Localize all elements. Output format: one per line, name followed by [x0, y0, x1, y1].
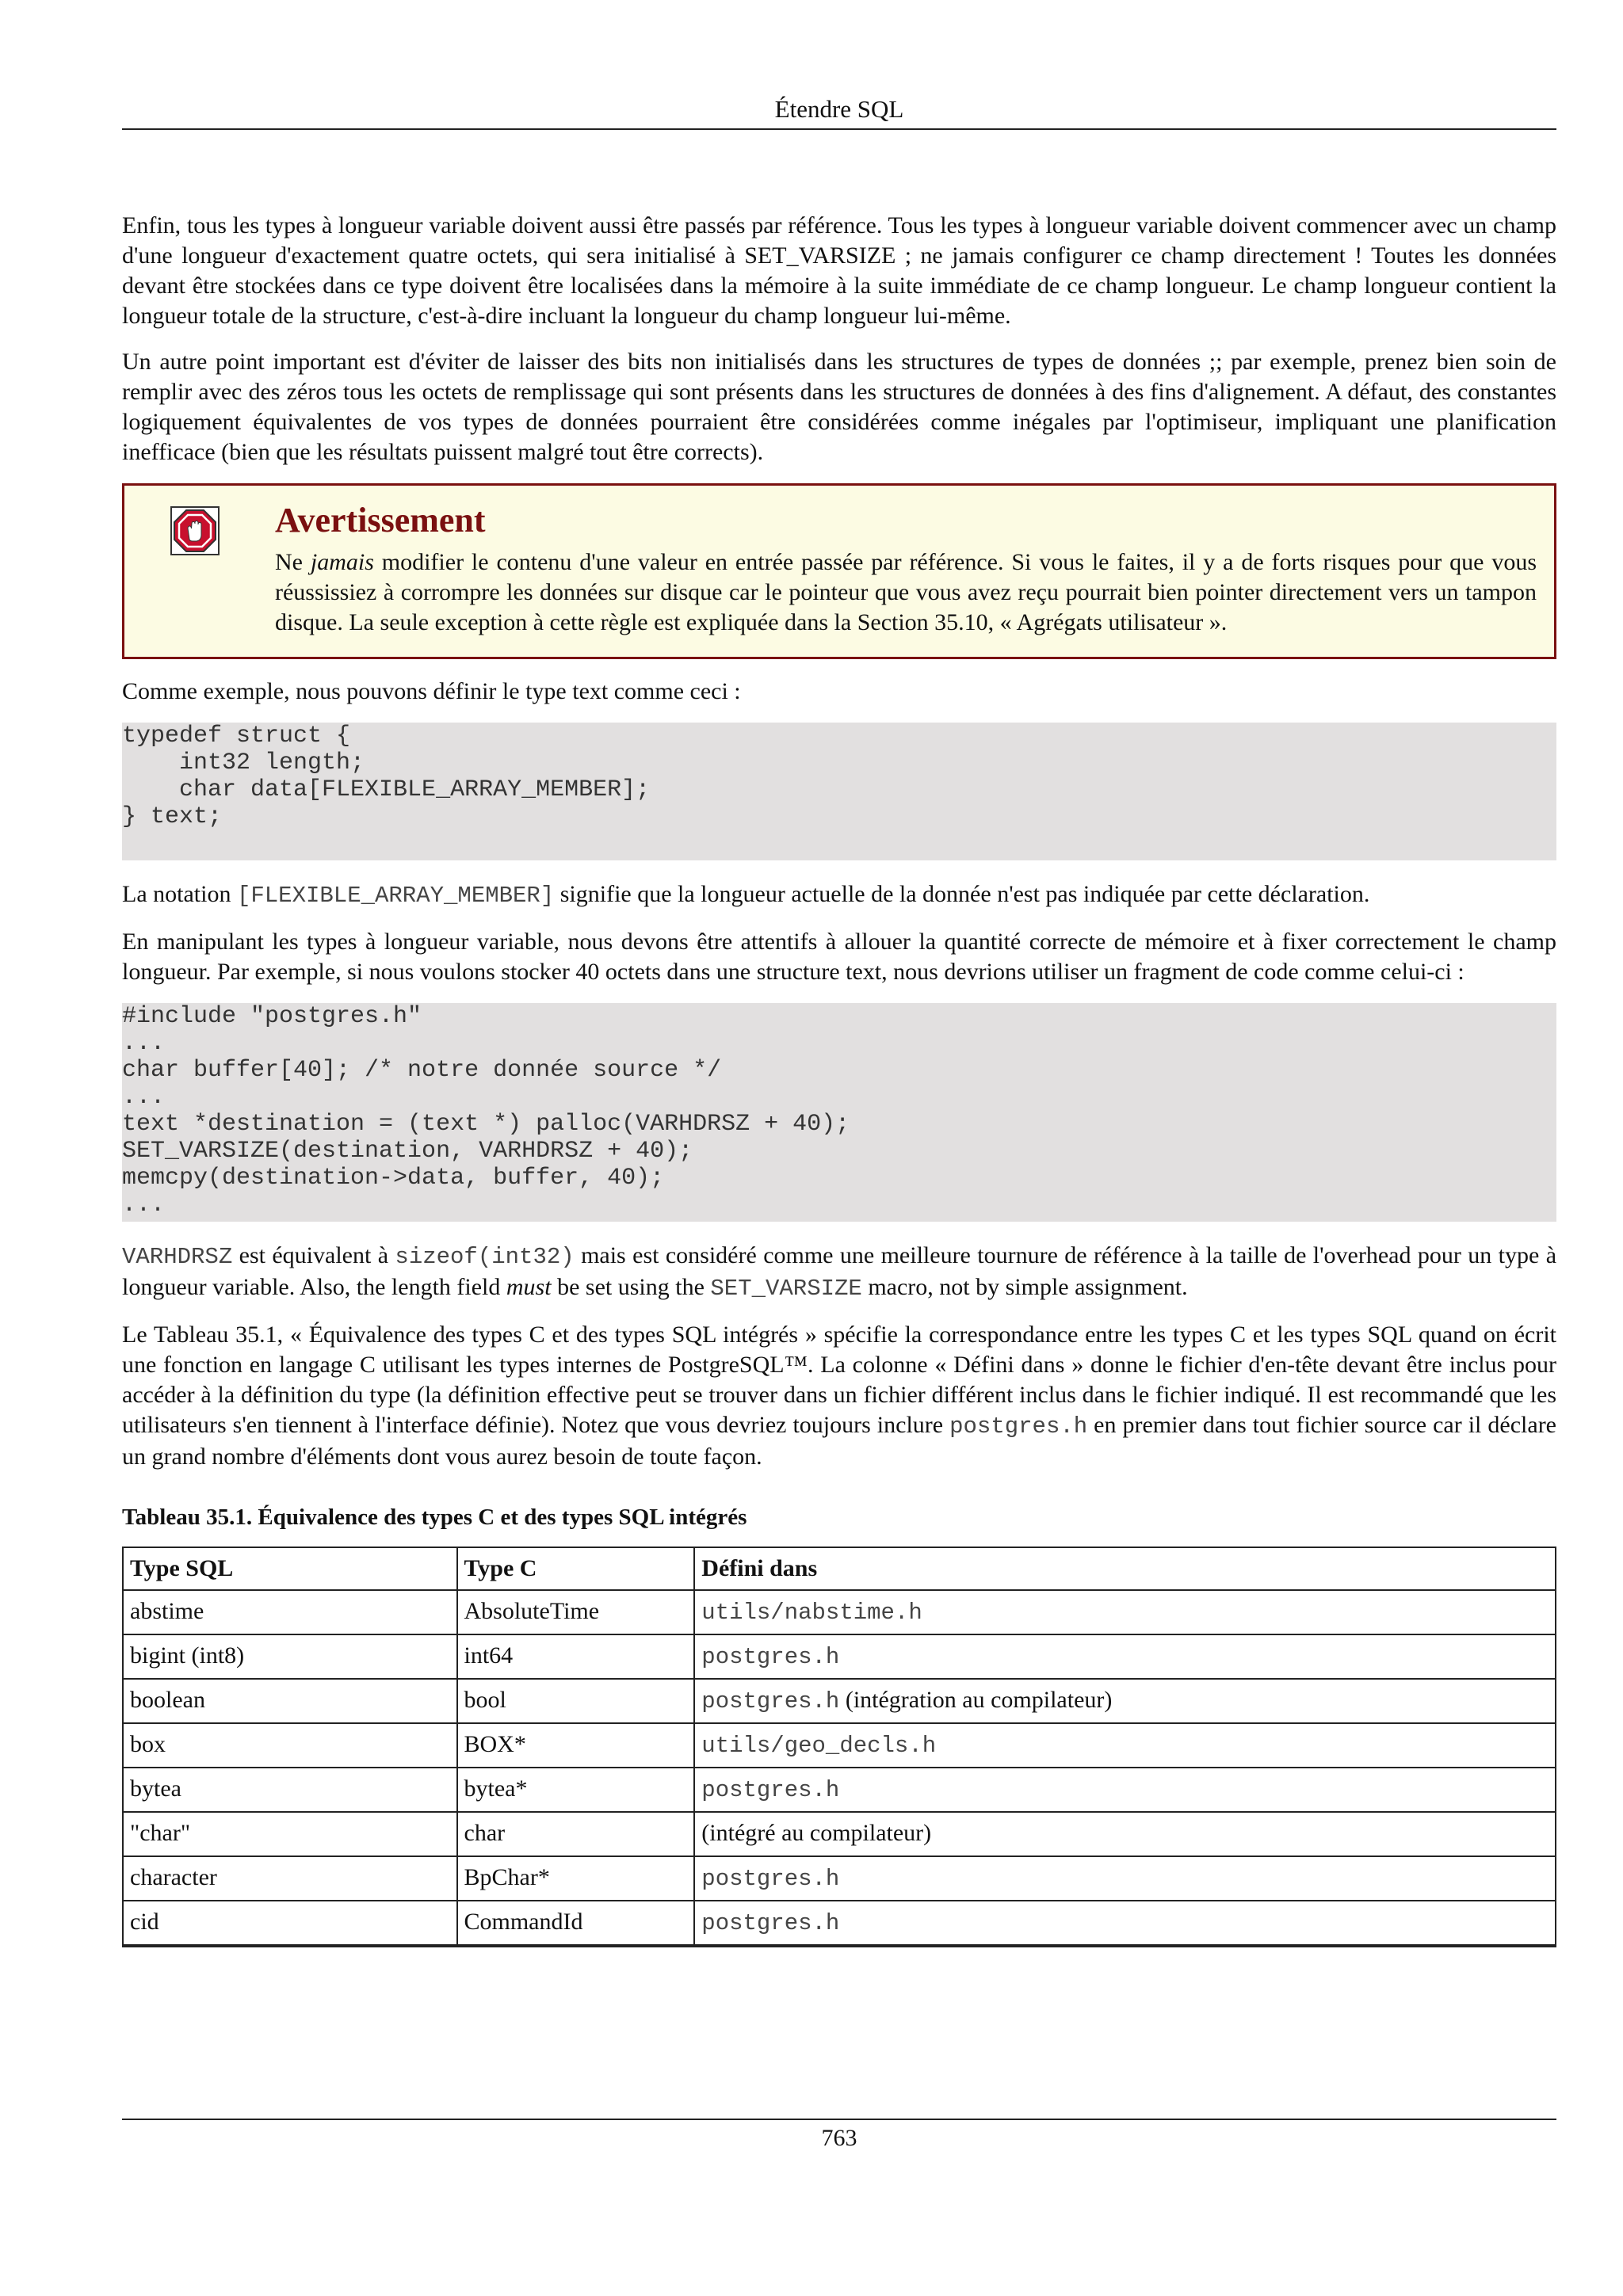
- table-row: [123, 1812, 1556, 1856]
- stop-hand-icon: [170, 506, 220, 555]
- type-equivalence-table: [122, 1547, 1556, 1947]
- cell-sql-type: abstime: [123, 1590, 457, 1634]
- paragraph-text-example: Comme exemple, nous pouvons définir le type text comme ceci :: [122, 678, 741, 704]
- cell-defined-in: postgres.h: [694, 1634, 1556, 1679]
- table-row: [123, 1856, 1556, 1901]
- cell-sql-type: bytea: [123, 1768, 457, 1812]
- cell-sql-type: cid: [123, 1901, 457, 1946]
- paragraph-flexible-array: La notation [FLEXIBLE_ARRAY_MEMBER] signifie que la longueur actuelle de la donnée n'est pas indiquée par cette déclaration.: [122, 881, 1370, 909]
- table-row: [123, 1723, 1556, 1768]
- table-row: [123, 1590, 1556, 1634]
- cell-c-type: int64: [457, 1634, 695, 1679]
- table-caption: Tableau 35.1. Équivalence des types C et des types SQL intégrés: [122, 1505, 747, 1530]
- header-defined-in: Défini dans: [694, 1547, 1556, 1590]
- cell-defined-in: postgres.h: [694, 1768, 1556, 1812]
- paragraph-varhdrsz: VARHDRSZ est équivalent à sizeof(int32) mais est considéré comme une meilleure tournure de référence à la taille de l'overhead pour un type à longueur variable. Also, the length field must be set using the SET_VARSIZE macro, not by simple assignment.: [122, 1242, 1557, 1302]
- table-row: [123, 1901, 1556, 1946]
- cell-c-type: AbsoluteTime: [457, 1590, 695, 1634]
- cell-c-type: bool: [457, 1679, 695, 1723]
- cell-defined-in: postgres.h (intégration au compilateur): [694, 1679, 1556, 1723]
- table-row: [123, 1768, 1556, 1812]
- cell-c-type: BpChar*: [457, 1856, 695, 1901]
- cell-defined-in: postgres.h: [694, 1856, 1556, 1901]
- code-block-text-struct: typedef struct { int32 length; char data[FLEXIBLE_ARRAY_MEMBER]; } text;: [122, 723, 1556, 860]
- code-block-palloc: #include "postgres.h" ... char buffer[40]; /* notre donnée source */ ... text *destination = (text *) palloc(VARHDRSZ + 40); SET_VARSIZE(destination, VARHDRSZ + 40); memcpy(destination->data, buffer, 40); ...: [122, 1003, 1556, 1222]
- cell-defined-in: utils/nabstime.h: [694, 1590, 1556, 1634]
- cell-defined-in: utils/geo_decls.h: [694, 1723, 1556, 1768]
- cell-c-type: CommandId: [457, 1901, 695, 1946]
- page-content: [122, 211, 1556, 1947]
- cell-sql-type: box: [123, 1723, 457, 1768]
- cell-c-type: BOX*: [457, 1723, 695, 1768]
- warning-text: Ne jamais modifier le contenu d'une valeur en entrée passée par référence. Si vous le faites, il y a de forts risques pour que vous réussissiez à corrompre les données sur disque car le pointeur que vous avez reçu pourrait bien pointer directement vers un tampon disque. La seule exception à cette règle est expliquée dans la Section 35.10, « Agrégats utilisateur ».: [275, 549, 1537, 635]
- table-header-row: [123, 1547, 1556, 1590]
- warning-title: Avertissement: [275, 501, 486, 540]
- paragraph-table-reference: Le Tableau 35.1, « Équivalence des types C et des types SQL intégrés » spécifie la correspondance entre les types C et les types SQL quand on écrit une fonction en langage C utilisant les types internes de PostgreSQL™. La colonne « Défini dans » donne le fichier d'en-tête devant être inclus pour accéder à la définition du type (la définition effective peut se trouver dans un fichier différent inclus dans le fichier indiqué. Il est recommandé que les utilisateurs s'en tiennent à l'interface définie). Notez que vous devriez toujours inclure postgres.h en premier dans tout fichier source car il déclare un grand nombre d'éléments dont vous aurez besoin de toute façon.: [122, 1322, 1556, 1470]
- running-header: Étendre SQL: [122, 93, 1556, 130]
- page-number: 763: [122, 2119, 1556, 2153]
- table-row: [123, 1679, 1556, 1723]
- paragraph-varlena-intro: Enfin, tous les types à longueur variable doivent aussi être passés par référence. Tous les types à longueur variable doivent commencer avec un champ d'une longueur d'exactement quatre octets, qui sera initialisé à SET_VARSIZE ; ne jamais configurer ce champ directement ! Toutes les données devant être stockées dans ce type doivent être localisées dans la mémoire à la suite immédiate de ce champ longueur. Le champ longueur contient la longueur totale de la structure, c'est-à-dire incluant la longueur du champ longueur lui-même.: [122, 212, 1556, 329]
- cell-defined-in: (intégré au compilateur): [694, 1812, 1556, 1856]
- cell-sql-type: boolean: [123, 1679, 457, 1723]
- cell-c-type: char: [457, 1812, 695, 1856]
- cell-sql-type: bigint (int8): [123, 1634, 457, 1679]
- paragraph-padding-bits: Un autre point important est d'éviter de laisser des bits non initialisés dans les structures de types de données ;; par exemple, prenez bien soin de remplir avec des zéros tous les octets de remplissage qui sont présents dans les structures de données à des fins d'alignement. A défaut, des constantes logiquement équivalentes de vos types de données pourraient être considérées comme inégales par l'optimiseur, impliquant une planification inefficace (bien que les résultats puissent malgré tout être corrects).: [122, 349, 1556, 465]
- cell-defined-in: postgres.h: [694, 1901, 1556, 1946]
- cell-sql-type: "char": [123, 1812, 457, 1856]
- header-c-type: Type C: [457, 1547, 695, 1590]
- cell-c-type: bytea*: [457, 1768, 695, 1812]
- header-sql-type: Type SQL: [123, 1547, 457, 1590]
- table-row: [123, 1634, 1556, 1679]
- warning-box: [122, 483, 1556, 659]
- paragraph-allocation: En manipulant les types à longueur variable, nous devons être attentifs à allouer la quantité correcte de mémoire et à fixer correctement le champ longueur. Par exemple, si nous voulons stocker 40 octets dans une structure text, nous devrions utiliser un fragment de code comme celui-ci :: [122, 929, 1556, 985]
- cell-sql-type: character: [123, 1856, 457, 1901]
